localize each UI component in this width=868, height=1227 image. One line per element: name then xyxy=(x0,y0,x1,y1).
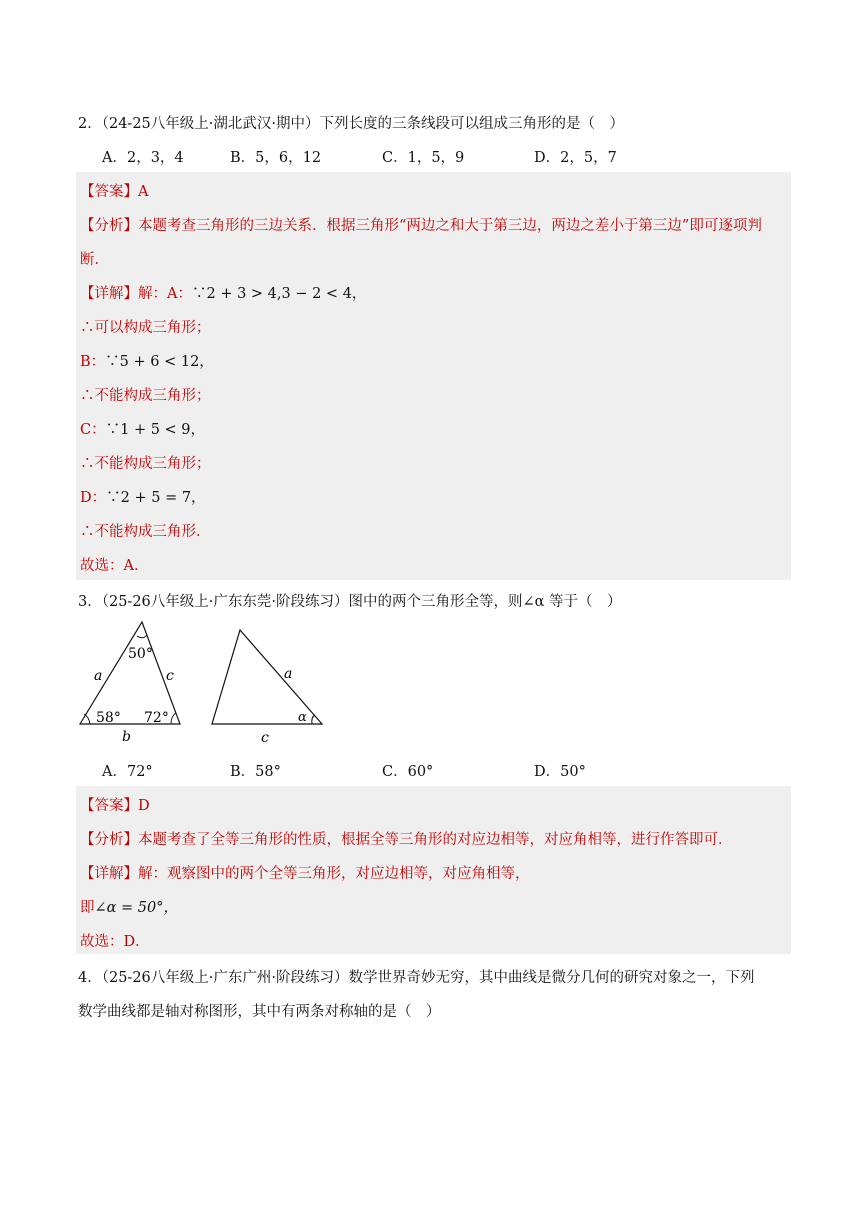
left-side-b: b xyxy=(122,729,131,745)
q3-option-c: C．60° xyxy=(382,764,434,780)
q2-c-label: C： xyxy=(80,422,106,438)
q2-b-math: ∵5 + 6 < 12， xyxy=(105,354,214,370)
right-side-c: c xyxy=(261,730,269,746)
q2-option-a: A．2，3，4 xyxy=(102,150,184,166)
q2-option-d: D．2，5，7 xyxy=(534,150,617,166)
q2-detail xyxy=(80,282,366,303)
q2-d-label: D： xyxy=(80,490,107,506)
q2-option-b: B．5，6，12 xyxy=(230,150,322,166)
q2-conclusion-4: ∴不能构成三角形． xyxy=(80,524,211,540)
q2-solution-box xyxy=(76,172,791,580)
q2-conclusion-1: ∴可以构成三角形； xyxy=(80,320,211,336)
right-side-a: a xyxy=(284,666,293,682)
q3-solution-box xyxy=(76,786,791,954)
q3-option-d: D．50° xyxy=(534,764,586,780)
left-left-angle: 58° xyxy=(96,710,121,726)
q2-conclusion-2: ∴不能构成三角形； xyxy=(80,388,211,404)
q2-conclusion-3: ∴不能构成三角形； xyxy=(80,456,211,472)
q2-b xyxy=(80,350,214,371)
q3-option-b: B．58° xyxy=(230,764,281,780)
q2-analysis-line2: 断． xyxy=(80,252,109,268)
q2-option-c: C．1，5，9 xyxy=(382,150,465,166)
q2-d-math: ∵2 + 5 = 7， xyxy=(106,490,206,506)
q2-d xyxy=(80,486,206,507)
q2-b-label: B： xyxy=(80,354,106,370)
q4-stem-line2: 数学曲线都是轴对称图形，其中有两条对称轴的是（ ） xyxy=(78,1004,441,1020)
q2-detail-label: 【详解】解：A： xyxy=(80,286,192,302)
q2-c-math: ∵1 + 5 < 9， xyxy=(105,422,206,438)
q3-ji-math: ∠α = 50°， xyxy=(94,900,179,916)
q2-c xyxy=(80,418,205,439)
left-top-angle: 50° xyxy=(128,646,153,662)
right-angle-arc xyxy=(312,715,315,724)
q4-stem-line1: 4．（25-26八年级上·广东广州·阶段练习）数学世界奇妙无穷，其中曲线是微分几何的研究对象之一，下列 xyxy=(78,970,755,986)
q3-figure xyxy=(76,614,336,748)
left-right-angle: 72° xyxy=(144,710,169,726)
q3-choose: 故选：D． xyxy=(80,934,150,950)
q2-analysis-line1: 【分析】本题考查三角形的三边关系．根据三角形“两边之和大于第三边，两边之差小于第三边”即可逐项判 xyxy=(80,218,762,234)
q3-analysis: 【分析】本题考查了全等三角形的性质，根据全等三角形的对应边相等，对应角相等，进行作答即可． xyxy=(80,832,733,848)
left-right-angle-arc xyxy=(171,713,176,724)
left-side-c: c xyxy=(166,668,174,684)
q2-answer: 【答案】A xyxy=(80,184,149,200)
left-side-a: a xyxy=(94,668,103,684)
q2-stem: 2．（24-25八年级上·湖北武汉·期中）下列长度的三条线段可以组成三角形的是（ ） xyxy=(78,116,624,132)
right-angle-alpha: α xyxy=(298,710,307,725)
q2-choose: 故选：A． xyxy=(80,558,149,574)
q3-ji-label: 即 xyxy=(80,900,95,916)
q3-option-a: A．72° xyxy=(102,764,153,780)
q3-answer: 【答案】D xyxy=(80,798,150,814)
left-top-angle-arc xyxy=(137,635,147,638)
q2-detail-math: ∵2 + 3 > 4,3 − 2 < 4， xyxy=(191,286,367,302)
q3-ji xyxy=(80,896,178,917)
q3-stem: 3．（25-26八年级上·广东东莞·阶段练习）图中的两个三角形全等，则∠α 等于（ ） xyxy=(78,594,622,610)
q3-detail: 【详解】解：观察图中的两个全等三角形，对应边相等，对应角相等， xyxy=(80,866,530,882)
